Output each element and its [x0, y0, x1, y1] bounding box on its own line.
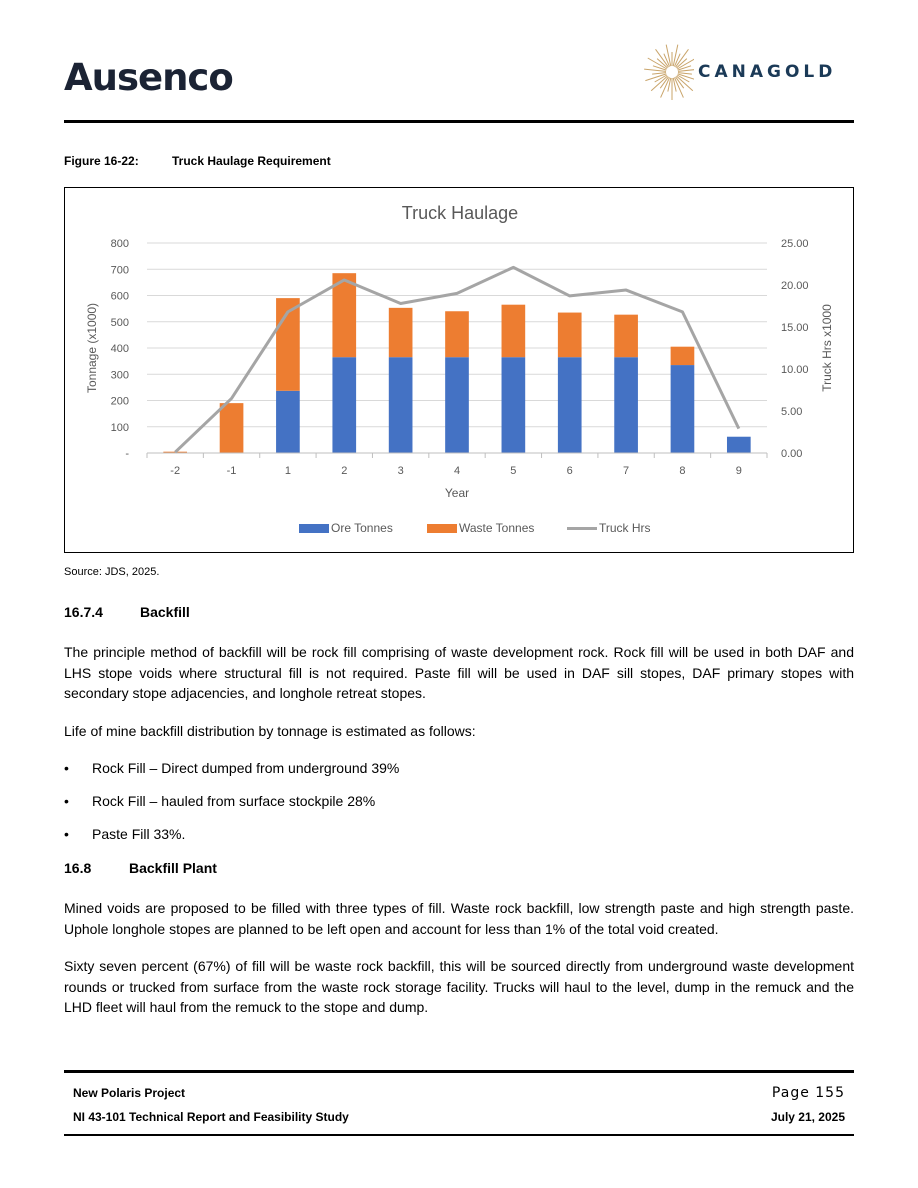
backfill-distribution-list	[64, 758, 854, 857]
figure-source: Source: JDS, 2025.	[64, 566, 160, 578]
x-tick-label: 8	[679, 465, 686, 477]
bar-waste-tonnes	[502, 305, 526, 358]
x-tick-label: 6	[566, 465, 573, 477]
bar-ore-tonnes	[332, 357, 356, 453]
canagold-wordmark: CANAGOLD	[698, 62, 837, 82]
bar-waste-tonnes	[445, 311, 469, 357]
chart-svg	[65, 188, 855, 554]
y-tick-label: 600	[110, 290, 129, 303]
section-title: Backfill	[140, 604, 190, 620]
chart-title: Truck Haulage	[401, 203, 519, 223]
y-tick-label: 200	[110, 395, 129, 408]
legend-label: Truck Hrs	[599, 521, 651, 535]
bar-ore-tonnes	[558, 357, 582, 453]
x-tick-label: 9	[735, 465, 742, 477]
y-axis-label: Tonnage (x1000)	[85, 302, 99, 394]
x-tick-label: -1	[226, 465, 237, 477]
y-tick-label: 100	[110, 421, 129, 434]
sun-ray	[676, 49, 689, 67]
paragraph-distribution-intro: Life of mine backfill distribution by tonnage is estimated as follows:	[64, 723, 476, 739]
paragraph-backfill-method: The principle method of backfill will be rock fill comprising of waste development rock. Rock fill will be used in both DAF and LHS stope voids where structural fill is not required. Paste fill will be used in DAF sill stopes, DAF primary stopes with secondary stope adjacencies, and longhole retreat stopes.	[64, 644, 854, 701]
canagold-logo	[636, 40, 856, 106]
bar-waste-tonnes	[671, 347, 695, 365]
bar-ore-tonnes	[502, 357, 526, 453]
section-number: 16.8	[64, 860, 92, 876]
figure-caption	[64, 154, 331, 168]
footer-page-number: Page 155	[771, 1085, 845, 1101]
y2-axis-label: Truck Hrs x1000	[820, 304, 834, 392]
truck-haulage-chart	[64, 187, 854, 553]
section-title: Backfill Plant	[129, 860, 217, 876]
figure-number: Figure 16-22:	[64, 154, 139, 168]
sunburst-icon	[636, 40, 694, 104]
section-heading-168	[64, 860, 217, 876]
y-tick-label: 700	[110, 264, 129, 277]
x-tick-label: 7	[623, 465, 630, 477]
bar-waste-tonnes	[558, 313, 582, 358]
sun-core	[667, 67, 677, 77]
section-heading-1674	[64, 604, 190, 620]
footer-project: New Polaris Project	[73, 1086, 186, 1100]
footer-date: July 21, 2025	[770, 1110, 845, 1124]
legend-label: Ore Tonnes	[331, 521, 393, 535]
footer-rule-top	[64, 1070, 854, 1073]
legend-label: Waste Tonnes	[459, 521, 535, 535]
bar-ore-tonnes	[276, 391, 300, 453]
y-tick-label: 800	[110, 238, 129, 250]
y-tick-label: 500	[110, 316, 129, 329]
bar-waste-tonnes	[389, 308, 413, 357]
x-tick-label: 4	[453, 465, 461, 477]
section-number: 16.7.4	[64, 604, 103, 620]
x-tick-label: 5	[510, 465, 517, 477]
y2-tick-label: 20.00	[781, 280, 809, 292]
figure-title: Truck Haulage Requirement	[172, 154, 331, 168]
ausenco-logo: Ausenco	[64, 56, 233, 99]
x-axis-label: Year	[444, 486, 470, 500]
footer-rule-bottom	[64, 1134, 854, 1136]
legend-swatch	[427, 524, 457, 533]
list-item: • Rock Fill – hauled from surface stockpile 28%	[64, 791, 854, 824]
y2-tick-label: 25.00	[781, 238, 809, 250]
bar-ore-tonnes	[727, 437, 751, 453]
list-item: • Paste Fill 33%.	[64, 824, 854, 857]
y2-tick-label: 10.00	[781, 364, 809, 376]
sun-ray	[656, 49, 669, 67]
x-tick-label: -2	[170, 465, 181, 477]
x-tick-label: 3	[397, 465, 404, 477]
x-tick-label: 2	[341, 465, 348, 477]
bar-waste-tonnes	[220, 403, 244, 453]
y-tick-label: 300	[110, 369, 129, 382]
y2-tick-label: 5.00	[781, 406, 803, 418]
bar-ore-tonnes	[445, 357, 469, 453]
x-tick-label: 1	[284, 465, 291, 477]
paragraph-waste-rock-backfill: Sixty seven percent (67%) of fill will be waste rock backfill, this will be sourced directly from underground waste development rounds or trucked from surface from the waste rock storage facility. Trucks will haul to the level, dump in the remuck and the LHD fleet will haul from the remuck to the stope and dump.	[64, 958, 854, 1015]
legend-swatch	[299, 524, 329, 533]
header-rule	[64, 120, 854, 123]
bar-ore-tonnes	[389, 357, 413, 453]
y2-tick-label: 0.00	[781, 448, 803, 460]
sun-ray	[678, 73, 692, 74]
list-item: • Rock Fill – Direct dumped from underground 39%	[64, 758, 854, 791]
y2-tick-label: 15.00	[781, 322, 809, 334]
footer-report: NI 43-101 Technical Report and Feasibility Study	[73, 1110, 349, 1124]
y-tick-label: 400	[110, 343, 129, 355]
bar-waste-tonnes	[614, 315, 638, 358]
y-tick-label: -	[125, 448, 129, 460]
paragraph-fill-types: Mined voids are proposed to be filled with three types of fill. Waste rock backfill, low strength paste and high strength paste. Uphole longhole stopes are planned to be left open and account for less than 1% of the total void created.	[64, 900, 854, 937]
bar-ore-tonnes	[671, 365, 695, 453]
bar-ore-tonnes	[614, 357, 638, 453]
sun-ray	[652, 73, 666, 74]
